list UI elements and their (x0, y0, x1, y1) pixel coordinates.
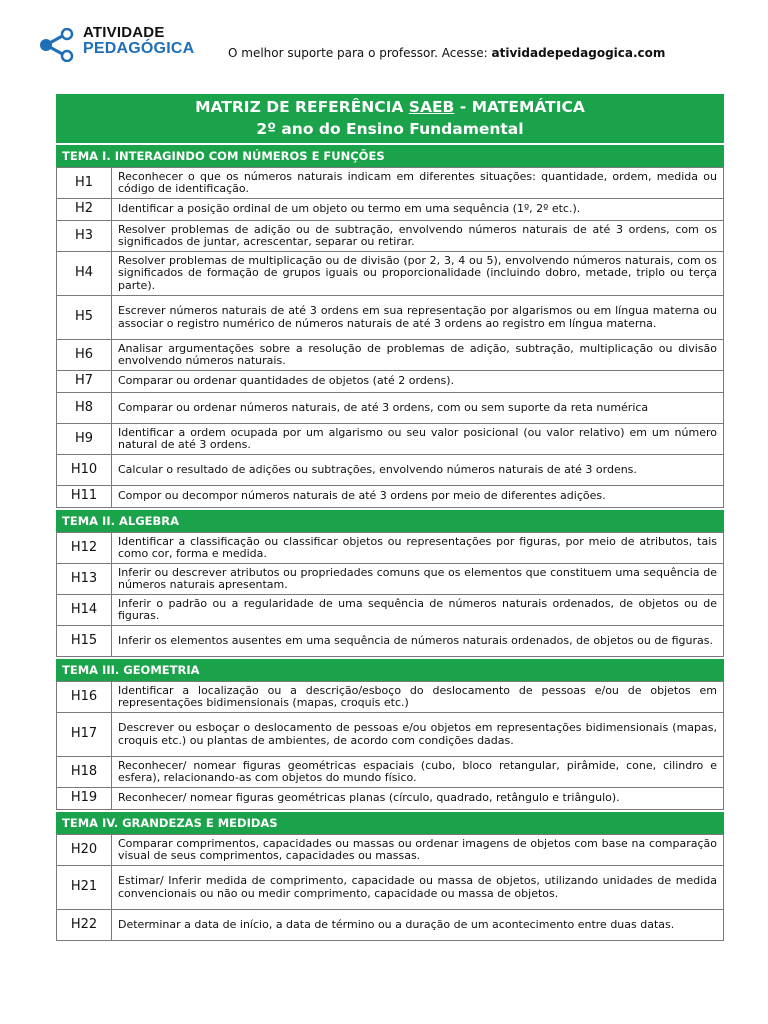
title-suffix: - MATEMÁTICA (454, 98, 585, 116)
descriptor-code: H7 (57, 371, 112, 393)
descriptor-code: H19 (57, 788, 112, 810)
table-row (57, 533, 724, 564)
descriptor-code: H9 (57, 424, 112, 455)
logo-line-2: PEDAGÓGICA (83, 40, 195, 57)
table-row (57, 393, 724, 424)
theme-header: TEMA II. ALGEBRA (56, 508, 724, 532)
table-row (57, 424, 724, 455)
descriptor-table (56, 681, 724, 810)
tagline-site-link[interactable]: atividadepedagogica.com (491, 46, 666, 60)
theme-header: TEMA III. GEOMETRIA (56, 657, 724, 681)
table-row (57, 252, 724, 296)
descriptor-text: Inferir o padrão ou a regularidade de uma sequência de números naturais ordenados, de objetos ou de figuras. (112, 595, 724, 626)
descriptor-text: Identificar a ordem ocupada por um algarismo ou seu valor posicional (ou valor relativo) em um número natural de até 3 ordens. (112, 424, 724, 455)
descriptor-table (56, 167, 724, 508)
table-row (57, 455, 724, 486)
descriptor-text: Escrever números naturais de até 3 ordens em sua representação por algarismos ou em língua materna ou associar o registro numérico de números naturais de até 3 ordens ao registro em língua materna. (112, 296, 724, 340)
descriptor-code: H17 (57, 713, 112, 757)
title-saeb: SAEB (408, 98, 455, 116)
table-row (57, 866, 724, 910)
descriptor-text: Reconhecer o que os números naturais indicam em diferentes situações: quantidade, ordem, medida ou código de identificação. (112, 168, 724, 199)
descriptor-table (56, 532, 724, 657)
matrix-title (56, 94, 724, 143)
reference-matrix (56, 94, 724, 941)
descriptor-code: H10 (57, 455, 112, 486)
logo-line-1: ATIVIDADE (83, 24, 165, 41)
descriptor-code: H4 (57, 252, 112, 296)
descriptor-text: Resolver problemas de adição ou de subtração, envolvendo números naturais de até 3 ordens, com os significados de juntar, acrescentar, separar ou retirar. (112, 221, 724, 252)
network-logo-icon (38, 28, 78, 62)
descriptor-code: H16 (57, 682, 112, 713)
descriptor-code: H18 (57, 757, 112, 788)
tagline-text: O melhor suporte para o professor. Acesse: (228, 46, 492, 60)
descriptor-text: Comparar comprimentos, capacidades ou massas ou ordenar imagens de objetos com base na comparação visual de seus comprimentos, capacidades ou massas. (112, 835, 724, 866)
theme-header: TEMA I. INTERAGINDO COM NÚMEROS E FUNÇÕES (56, 143, 724, 167)
descriptor-code: H8 (57, 393, 112, 424)
descriptor-text: Compor ou decompor números naturais de até 3 ordens por meio de diferentes adições. (112, 486, 724, 508)
table-row (57, 835, 724, 866)
descriptor-code: H1 (57, 168, 112, 199)
descriptor-text: Determinar a data de início, a data de término ou a duração de um acontecimento entre duas datas. (112, 910, 724, 941)
descriptor-table (56, 834, 724, 941)
descriptor-text: Descrever ou esboçar o deslocamento de pessoas e/ou objetos em representações bidimensionais (mapas, croquis etc.) ou plantas de ambientes, de acordo com condições dadas. (112, 713, 724, 757)
table-row (57, 296, 724, 340)
descriptor-text: Identificar a posição ordinal de um objeto ou termo em uma sequência (1º, 2º etc.). (112, 199, 724, 221)
table-row (57, 564, 724, 595)
descriptor-code: H14 (57, 595, 112, 626)
title-line-1 (56, 94, 724, 118)
table-row (57, 371, 724, 393)
descriptor-text: Inferir os elementos ausentes em uma sequência de números naturais ordenados, de objetos ou de figuras. (112, 626, 724, 657)
table-row (57, 221, 724, 252)
table-row (57, 682, 724, 713)
descriptor-code: H20 (57, 835, 112, 866)
descriptor-text: Resolver problemas de multiplicação ou de divisão (por 2, 3, 4 ou 5), envolvendo números naturais, com os significados de formação de grupos iguais ou proporcionalidade (incluindo dobro, metade, triplo ou terça parte). (112, 252, 724, 296)
descriptor-text: Inferir ou descrever atributos ou propriedades comuns que os elementos que constituem uma sequência de números naturais apresentam. (112, 564, 724, 595)
descriptor-text: Comparar ou ordenar quantidades de objetos (até 2 ordens). (112, 371, 724, 393)
table-row (57, 595, 724, 626)
descriptor-text: Identificar a classificação ou classificar objetos ou representações por figuras, por meio de atributos, tais como cor, forma e medida. (112, 533, 724, 564)
descriptor-code: H11 (57, 486, 112, 508)
descriptor-text: Estimar/ Inferir medida de comprimento, capacidade ou massa de objetos, utilizando unidades de medida convencionais ou não ou medir comprimento, capacidade ou massa de objetos. (112, 866, 724, 910)
descriptor-text: Comparar ou ordenar números naturais, de até 3 ordens, com ou sem suporte da reta numérica (112, 393, 724, 424)
descriptor-code: H22 (57, 910, 112, 941)
descriptor-code: H15 (57, 626, 112, 657)
descriptor-code: H21 (57, 866, 112, 910)
descriptor-text: Analisar argumentações sobre a resolução de problemas de adição, subtração, multiplicação ou divisão envolvendo números naturais. (112, 340, 724, 371)
themes-container (56, 143, 724, 941)
descriptor-text: Reconhecer/ nomear figuras geométricas planas (círculo, quadrado, retângulo e triângulo). (112, 788, 724, 810)
descriptor-code: H12 (57, 533, 112, 564)
table-row (57, 713, 724, 757)
table-row (57, 340, 724, 371)
descriptor-text: Calcular o resultado de adições ou subtrações, envolvendo números naturais de até 3 ordens. (112, 455, 724, 486)
table-row (57, 486, 724, 508)
table-row (57, 168, 724, 199)
table-row (57, 757, 724, 788)
logo[interactable] (38, 24, 198, 72)
table-row (57, 199, 724, 221)
descriptor-code: H2 (57, 199, 112, 221)
page-header (38, 24, 738, 72)
descriptor-code: H5 (57, 296, 112, 340)
theme-header: TEMA IV. GRANDEZAS E MEDIDAS (56, 810, 724, 834)
title-line-2: 2º ano do Ensino Fundamental (256, 120, 524, 138)
descriptor-code: H3 (57, 221, 112, 252)
descriptor-code: H6 (57, 340, 112, 371)
descriptor-text: Reconhecer/ nomear figuras geométricas espaciais (cubo, bloco retangular, pirâmide, cone, cilindro e esfera), relacionando-as com objetos do mundo físico. (112, 757, 724, 788)
title-prefix: MATRIZ DE REFERÊNCIA (195, 98, 409, 116)
table-row (57, 788, 724, 810)
descriptor-code: H13 (57, 564, 112, 595)
descriptor-text: Identificar a localização ou a descrição/esboço do deslocamento de pessoas e/ou de objetos em representações bidimensionais (mapas, croquis etc.) (112, 682, 724, 713)
table-row (57, 626, 724, 657)
tagline (228, 46, 665, 60)
table-row (57, 910, 724, 941)
